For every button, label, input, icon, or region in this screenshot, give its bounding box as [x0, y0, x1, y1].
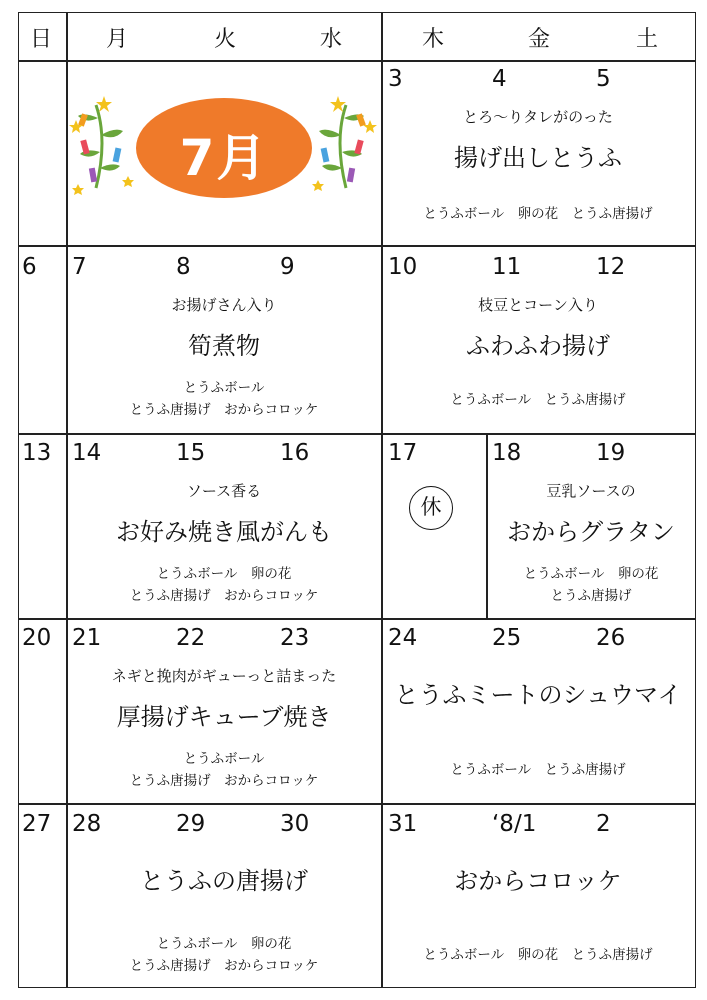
date-label: 9 — [280, 254, 295, 280]
date-label: 10 — [388, 254, 418, 280]
date-label: 13 — [22, 440, 52, 466]
date-label: 30 — [280, 811, 310, 837]
grid-line — [18, 60, 696, 62]
date-label: 3 — [388, 66, 403, 92]
date-label: 27 — [22, 811, 52, 837]
date-label: 28 — [72, 811, 102, 837]
menu-main: 厚揚げキューブ焼き — [116, 703, 332, 731]
date-label: 24 — [388, 625, 418, 651]
date-label: 21 — [72, 625, 102, 651]
menu-sides: とうふ唐揚げ おからコロッケ — [129, 773, 319, 789]
weekday-sun: 日 — [30, 27, 53, 52]
grid-line — [18, 618, 696, 620]
menu-subtitle: ネギと挽肉がギューっと詰まった — [111, 667, 337, 685]
date-label: 25 — [492, 625, 522, 651]
date-label: 17 — [388, 440, 418, 466]
menu-sides: とうふボール — [183, 380, 265, 396]
bamboo-left-icon — [78, 105, 123, 188]
date-label: 2 — [596, 811, 611, 837]
menu-sides: とうふ唐揚げ おからコロッケ — [129, 588, 319, 604]
menu-sides: とうふボール 卵の花 とうふ唐揚げ — [423, 206, 653, 222]
menu-sides: とうふボール — [183, 751, 265, 767]
date-label: 8 — [176, 254, 191, 280]
date-label: 14 — [72, 440, 102, 466]
menu-subtitle: とろ〜りタレがのった — [463, 108, 613, 126]
menu-main: お好み焼き風がんも — [116, 518, 332, 546]
menu-subtitle: 豆乳ソースの — [546, 482, 636, 500]
date-label: 23 — [280, 625, 310, 651]
menu-main: 揚げ出しとうふ — [454, 144, 622, 172]
menu-main: とうふの唐揚げ — [140, 867, 308, 895]
date-label: 20 — [22, 625, 52, 651]
grid-line — [486, 433, 488, 618]
menu-sides: とうふボール 卵の花 とうふ唐揚げ — [423, 947, 653, 963]
closed-day-badge: 休 — [409, 486, 453, 530]
menu-sides: とうふボール とうふ唐揚げ — [450, 392, 626, 408]
grid-line — [381, 12, 383, 988]
date-label: 31 — [388, 811, 418, 837]
menu-subtitle: ソース香る — [186, 482, 262, 500]
date-label: 18 — [492, 440, 522, 466]
date-label: 15 — [176, 440, 206, 466]
grid-line — [18, 803, 696, 805]
weekday-sat: 土 — [636, 27, 659, 52]
date-label: 29 — [176, 811, 206, 837]
date-label: 5 — [596, 66, 611, 92]
menu-sides: とうふボール 卵の花 — [523, 566, 659, 582]
date-label: 7 — [72, 254, 87, 280]
weekday-wed: 水 — [320, 27, 343, 52]
date-label: 6 — [22, 254, 37, 280]
date-label: 16 — [280, 440, 310, 466]
date-label: 19 — [596, 440, 626, 466]
menu-sides: とうふ唐揚げ — [550, 588, 632, 604]
menu-main: とうふミートのシュウマイ — [394, 681, 682, 709]
menu-sides: とうふ唐揚げ おからコロッケ — [129, 402, 319, 418]
date-label: 4 — [492, 66, 507, 92]
menu-sides: とうふボール 卵の花 — [156, 936, 292, 952]
weekday-fri: 金 — [528, 27, 551, 52]
grid-line — [18, 245, 696, 247]
month-label: 7月 — [179, 129, 269, 187]
menu-main: おからグラタン — [507, 518, 675, 546]
menu-sides: とうふ唐揚げ おからコロッケ — [129, 958, 319, 974]
date-label: 12 — [596, 254, 626, 280]
weekday-tue: 火 — [214, 27, 237, 52]
grid-line — [18, 433, 696, 435]
date-label: 11 — [492, 254, 522, 280]
menu-sides: とうふボール 卵の花 — [156, 566, 292, 582]
weekday-thu: 木 — [422, 27, 445, 52]
month-banner — [68, 80, 380, 215]
menu-sides: とうふボール とうふ唐揚げ — [450, 762, 626, 778]
date-label: ‘8/1 — [492, 811, 537, 837]
menu-main: 筍煮物 — [188, 332, 260, 360]
menu-subtitle: お揚げさん入り — [171, 296, 277, 314]
menu-main: おからコロッケ — [454, 867, 622, 895]
date-label: 22 — [176, 625, 206, 651]
menu-main: ふわふわ揚げ — [466, 332, 610, 360]
menu-subtitle: 枝豆とコーン入り — [478, 296, 598, 314]
date-label: 26 — [596, 625, 626, 651]
bamboo-right-icon — [319, 105, 366, 188]
weekday-mon: 月 — [106, 27, 129, 52]
